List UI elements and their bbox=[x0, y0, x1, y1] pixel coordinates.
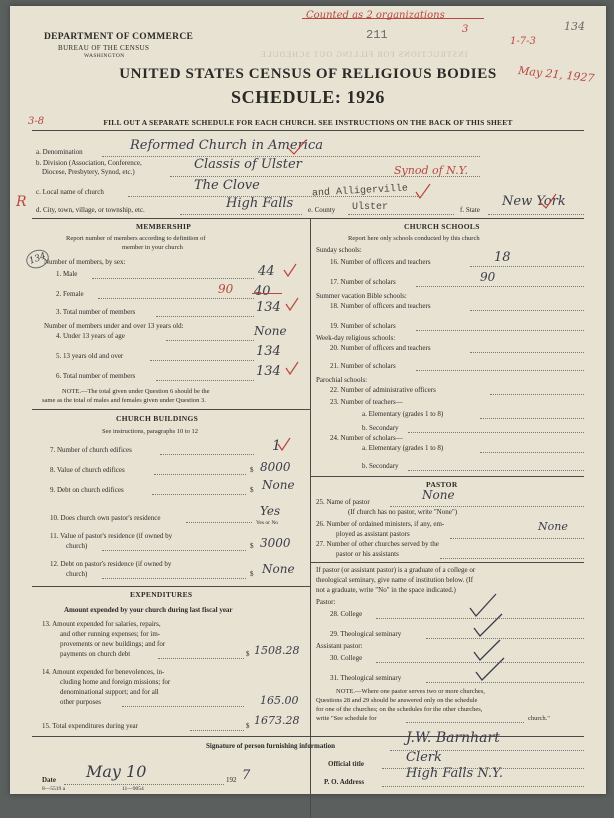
division-value: Classis of Ulster bbox=[194, 157, 302, 172]
denomination-value: Reformed Church in America bbox=[130, 138, 323, 153]
q2-value: 40 bbox=[254, 284, 271, 299]
q25-note: (If church has no pastor, write "None") bbox=[348, 508, 458, 516]
q11-label-2: church) bbox=[66, 542, 88, 550]
q13-label-3: provements or new buildings; and for bbox=[60, 640, 166, 648]
schools-heading: CHURCH SCHOOLS bbox=[404, 222, 480, 231]
pastor-note-5: church." bbox=[528, 715, 550, 722]
q2-red-note: 90 bbox=[218, 282, 234, 296]
q17-value: 90 bbox=[480, 270, 496, 284]
q23b-line bbox=[408, 432, 584, 433]
schedule-title: SCHEDULE: 1926 bbox=[231, 87, 385, 107]
q14-label-1: 14. Amount expended for benevolences, in- bbox=[42, 668, 165, 676]
q5-line bbox=[150, 360, 254, 361]
state-value: New York bbox=[502, 194, 566, 209]
rule-pastor bbox=[310, 476, 584, 477]
q30-label: 30. College bbox=[330, 654, 363, 662]
q26-label-1: 26. Number of ordained ministers, if any, em- bbox=[316, 520, 445, 528]
q17-line bbox=[416, 286, 584, 287]
pastor-note-1: NOTE.—Where one pastor serves two or more churches, bbox=[336, 688, 485, 695]
q11-dollar: $ bbox=[250, 542, 254, 550]
q15-value: 1673.28 bbox=[254, 714, 300, 727]
date-received-stamp: May 21, 1927 bbox=[517, 64, 596, 85]
signature-label: Signature of person furnishing information bbox=[206, 742, 335, 750]
q6-label: 6. Total number of members bbox=[56, 372, 136, 380]
q24a-label: a. Elementary (grades 1 to 8) bbox=[362, 444, 444, 452]
membership-note-1: NOTE.—The total given under Question 6 should be the bbox=[62, 388, 210, 395]
margin-r: R bbox=[16, 194, 27, 210]
q9-value: None bbox=[262, 478, 295, 492]
q9-line bbox=[152, 494, 246, 495]
q19-line bbox=[416, 330, 584, 331]
rule-footer bbox=[32, 736, 584, 737]
q16-value: 18 bbox=[494, 250, 511, 265]
print-number: 11—9054 bbox=[122, 786, 144, 792]
q3-line bbox=[156, 316, 254, 317]
local-name-value: The Clove bbox=[194, 178, 260, 193]
checkmark-29 bbox=[474, 614, 502, 636]
census-schedule-form bbox=[10, 6, 606, 794]
q4-label: 4. Under 13 years of age bbox=[56, 332, 125, 340]
expenditures-heading: EXPENDITURES bbox=[130, 590, 193, 599]
q11-value: 3000 bbox=[260, 536, 291, 550]
signature-value: J.W. Barnhart bbox=[406, 730, 500, 746]
red-number: 3 bbox=[462, 24, 469, 35]
checkmark-28 bbox=[470, 594, 496, 616]
synod-note: Synod of N.Y. bbox=[394, 164, 468, 177]
q6-line bbox=[156, 380, 254, 381]
state-line bbox=[488, 214, 584, 215]
q5-value: 134 bbox=[256, 344, 281, 359]
faint-back-text: INSTRUCTIONS FOR FILLING OUT SCHEDULE bbox=[260, 50, 468, 59]
q26-label-2: ployed as assistant pastors bbox=[336, 530, 410, 538]
q13-label-2: and other running expenses; for im- bbox=[60, 630, 161, 638]
q4-value: None bbox=[254, 324, 287, 338]
membership-intro-1: Report number of members according to definition of bbox=[66, 235, 206, 242]
q8-label: 8. Value of church edifices bbox=[50, 466, 125, 474]
county-line bbox=[348, 214, 454, 215]
rule-buildings bbox=[32, 409, 310, 410]
q23a-label: a. Elementary (grades 1 to 8) bbox=[362, 410, 444, 418]
q15-label: 15. Total expenditures during year bbox=[42, 722, 138, 730]
by-age-label: Number of members under and over 13 years old: bbox=[44, 322, 184, 330]
q7-line bbox=[160, 454, 254, 455]
column-divider bbox=[310, 218, 311, 818]
q14-value: 165.00 bbox=[260, 694, 299, 707]
pastor-heading: PASTOR bbox=[426, 480, 458, 489]
pastor-note-line bbox=[406, 722, 524, 723]
q16-label: 16. Number of officers and teachers bbox=[330, 258, 431, 266]
q4-line bbox=[166, 340, 254, 341]
q9-label: 9. Debt on church edifices bbox=[50, 486, 124, 494]
q3-label: 3. Total number of members bbox=[56, 308, 136, 316]
q12-label-2: church) bbox=[66, 570, 88, 578]
q8-line bbox=[154, 474, 246, 475]
po-address-label: P. O. Address bbox=[324, 778, 365, 786]
county-label: e. County bbox=[308, 206, 336, 214]
q8-dollar: $ bbox=[250, 466, 254, 474]
q13-label-4: payments on church debt bbox=[60, 650, 131, 658]
q25-line bbox=[390, 506, 584, 507]
rule-expenditures bbox=[32, 586, 310, 587]
q25-value: None bbox=[422, 488, 455, 502]
q18-line bbox=[470, 310, 584, 311]
sunday-label: Sunday schools: bbox=[316, 246, 362, 254]
q28-label: 28. College bbox=[330, 610, 363, 618]
q16-line bbox=[470, 266, 584, 267]
q17-label: 17. Number of scholars bbox=[330, 278, 396, 286]
q14-label-4: other purposes bbox=[60, 698, 102, 706]
q27-label-1: 27. Number of other churches served by the bbox=[316, 540, 439, 548]
q11-label-1: 11. Value of pastor's residence (if owned by bbox=[50, 532, 173, 540]
date-line bbox=[64, 784, 224, 785]
q13-dollar: $ bbox=[246, 650, 250, 658]
q1-label: 1. Male bbox=[56, 270, 78, 278]
q19-label: 19. Number of scholars bbox=[330, 322, 396, 330]
q14-line bbox=[122, 706, 244, 707]
pastor-sub-label: Pastor: bbox=[316, 598, 336, 606]
q27-label-2: pastor or his assistants bbox=[336, 550, 399, 558]
q1-line bbox=[92, 278, 254, 279]
year-prefix: 192 bbox=[226, 776, 237, 784]
q15-line bbox=[190, 730, 244, 731]
q24b-line bbox=[408, 470, 584, 471]
fill-instruction: FILL OUT A SEPARATE SCHEDULE FOR EACH CHURCH. SEE INSTRUCTIONS ON THE BACK OF THIS SHEET bbox=[103, 118, 513, 127]
q10-yesno-hint: Yes or No bbox=[256, 520, 279, 526]
q3-value: 134 bbox=[256, 300, 281, 315]
q2-line bbox=[98, 298, 254, 299]
city-label: d. City, town, village, or township, etc. bbox=[36, 206, 145, 214]
red-code: 1-7-3 bbox=[510, 36, 536, 47]
city-name: WASHINGTON bbox=[84, 53, 125, 59]
year-digit: 7 bbox=[242, 768, 251, 783]
q6-value: 134 bbox=[256, 364, 281, 379]
checkmark-31 bbox=[476, 658, 504, 680]
red-tick-city bbox=[416, 184, 430, 198]
q25-label: 25. Name of pastor bbox=[316, 498, 370, 506]
q31-label: 31. Theological seminary bbox=[330, 674, 402, 682]
division-label-1: b. Division (Association, Conference, bbox=[36, 159, 142, 167]
rule-top bbox=[32, 130, 584, 131]
q10-value: Yes bbox=[260, 504, 281, 518]
q2-strike bbox=[252, 293, 282, 294]
q23b-label: b. Secondary bbox=[362, 424, 399, 432]
pastor-note-2: Questions 28 and 29 should be answered only on the schedule bbox=[316, 697, 478, 704]
schools-intro: Report here only schools conducted by this church bbox=[348, 235, 480, 242]
buildings-sub: See instructions, paragraphs 10 to 12 bbox=[102, 428, 199, 435]
q12-value: None bbox=[262, 562, 295, 576]
q11-line bbox=[102, 550, 246, 551]
county-value: Ulster bbox=[352, 202, 389, 213]
q21-label: 21. Number of scholars bbox=[330, 362, 396, 370]
po-address-value: High Falls N.Y. bbox=[406, 766, 504, 781]
q12-line bbox=[102, 578, 246, 579]
pastor-note-3: for one of the churches; on the schedules for the other churches, bbox=[316, 706, 483, 713]
margin-code: 3-8 bbox=[28, 116, 45, 127]
denomination-label: a. Denomination bbox=[36, 148, 83, 156]
corner-number: 134 bbox=[564, 20, 585, 33]
q15-dollar: $ bbox=[246, 722, 250, 730]
by-sex-label: Number of members, by sex: bbox=[44, 258, 126, 266]
q10-line bbox=[186, 522, 252, 523]
weekday-label: Week-day religious schools: bbox=[316, 334, 396, 342]
division-label-2: Diocese, Presbytery, Synod, etc.) bbox=[42, 168, 135, 176]
q29-label: 29. Theological seminary bbox=[330, 630, 402, 638]
division-line bbox=[170, 176, 480, 177]
q22-label: 22. Number of administrative officers bbox=[330, 386, 436, 394]
form-number: 8—5519 a bbox=[42, 786, 66, 792]
q2-label: 2. Female bbox=[56, 290, 84, 298]
date-label: Date bbox=[42, 776, 56, 784]
form-title: UNITED STATES CENSUS OF RELIGIOUS BODIES bbox=[119, 66, 497, 82]
department-name: DEPARTMENT OF COMMERCE bbox=[44, 32, 194, 42]
membership-intro-2: member in your church bbox=[122, 244, 183, 251]
official-title-value: Clerk bbox=[406, 750, 442, 765]
q21-line bbox=[416, 370, 584, 371]
red-tick-q1 bbox=[284, 264, 296, 276]
q24-label: 24. Number of scholars— bbox=[330, 434, 403, 442]
q5-label: 5. 13 years old and over bbox=[56, 352, 124, 360]
q18-label: 18. Number of officers and teachers bbox=[330, 302, 431, 310]
q24b-label: b. Secondary bbox=[362, 462, 399, 470]
red-strike-line bbox=[302, 18, 484, 19]
official-title-label: Official title bbox=[328, 760, 364, 768]
membership-heading: MEMBERSHIP bbox=[136, 222, 192, 231]
rule-sections bbox=[32, 218, 584, 219]
q12-label-1: 12. Debt on pastor's residence (if owned by bbox=[50, 560, 172, 568]
summer-label: Summer vacation Bible schools: bbox=[316, 292, 407, 300]
parochial-label: Parochial schools: bbox=[316, 376, 368, 384]
q13-value: 1508.28 bbox=[254, 644, 300, 657]
assistant-sub-label: Assistant pastor: bbox=[316, 642, 363, 650]
city-value: High Falls bbox=[226, 196, 294, 211]
q20-line bbox=[470, 352, 584, 353]
q10-label: 10. Does church own pastor's residence bbox=[50, 514, 161, 522]
stamp-number: 211 bbox=[366, 28, 388, 42]
q7-value: 1 bbox=[272, 438, 281, 454]
buildings-heading: CHURCH BUILDINGS bbox=[116, 414, 199, 423]
counted-as-note: Counted as 2 organizations bbox=[306, 10, 445, 21]
graduate-note-3: not a graduate, write "No" in the space indicated.) bbox=[316, 586, 456, 594]
q26-line bbox=[450, 538, 584, 539]
side-circled-number: 134 bbox=[24, 247, 52, 272]
local-name-label: c. Local name of church bbox=[36, 188, 104, 196]
q8-value: 8000 bbox=[260, 460, 291, 474]
q27-line bbox=[440, 558, 584, 559]
date-value: May 10 bbox=[86, 762, 147, 781]
bureau-name: BUREAU OF THE CENSUS bbox=[58, 44, 150, 52]
q14-label-3: denominational support; and for all bbox=[60, 688, 159, 696]
q13-line bbox=[158, 658, 244, 659]
state-label: f. State bbox=[460, 206, 480, 214]
pastor-note-4: write "See schedule for bbox=[316, 715, 377, 722]
po-address-line bbox=[382, 786, 584, 787]
expenditures-sub: Amount expended by your church during last fiscal year bbox=[64, 606, 233, 614]
membership-note-2: same as the total of males and females given under Question 3. bbox=[42, 397, 206, 404]
q7-label: 7. Number of church edifices bbox=[50, 446, 132, 454]
red-tick-q6 bbox=[286, 362, 298, 374]
q14-label-2: cluding home and foreign missions; for bbox=[60, 678, 171, 686]
q26-value: None bbox=[538, 520, 568, 533]
checkmarks bbox=[440, 592, 520, 684]
rule-graduate bbox=[310, 562, 584, 563]
graduate-note-2: theological seminary, give name of institution below. (If bbox=[316, 576, 474, 584]
graduate-note-1: If pastor (or assistant pastor) is a graduate of a college or bbox=[316, 566, 476, 574]
city-line bbox=[180, 214, 302, 215]
q13-label-1: 13. Amount expended for salaries, repairs, bbox=[42, 620, 161, 628]
q22-line bbox=[490, 394, 584, 395]
q9-dollar: $ bbox=[250, 486, 254, 494]
added-place-name: and Alligerville bbox=[311, 183, 409, 200]
q1-value: 44 bbox=[258, 264, 275, 279]
q23-label: 23. Number of teachers— bbox=[330, 398, 403, 406]
q20-label: 20. Number of officers and teachers bbox=[330, 344, 431, 352]
red-tick-q3 bbox=[286, 298, 298, 310]
q24a-line bbox=[480, 452, 584, 453]
checkmark-30 bbox=[474, 640, 500, 660]
q12-dollar: $ bbox=[250, 570, 254, 578]
q23a-line bbox=[480, 418, 584, 419]
